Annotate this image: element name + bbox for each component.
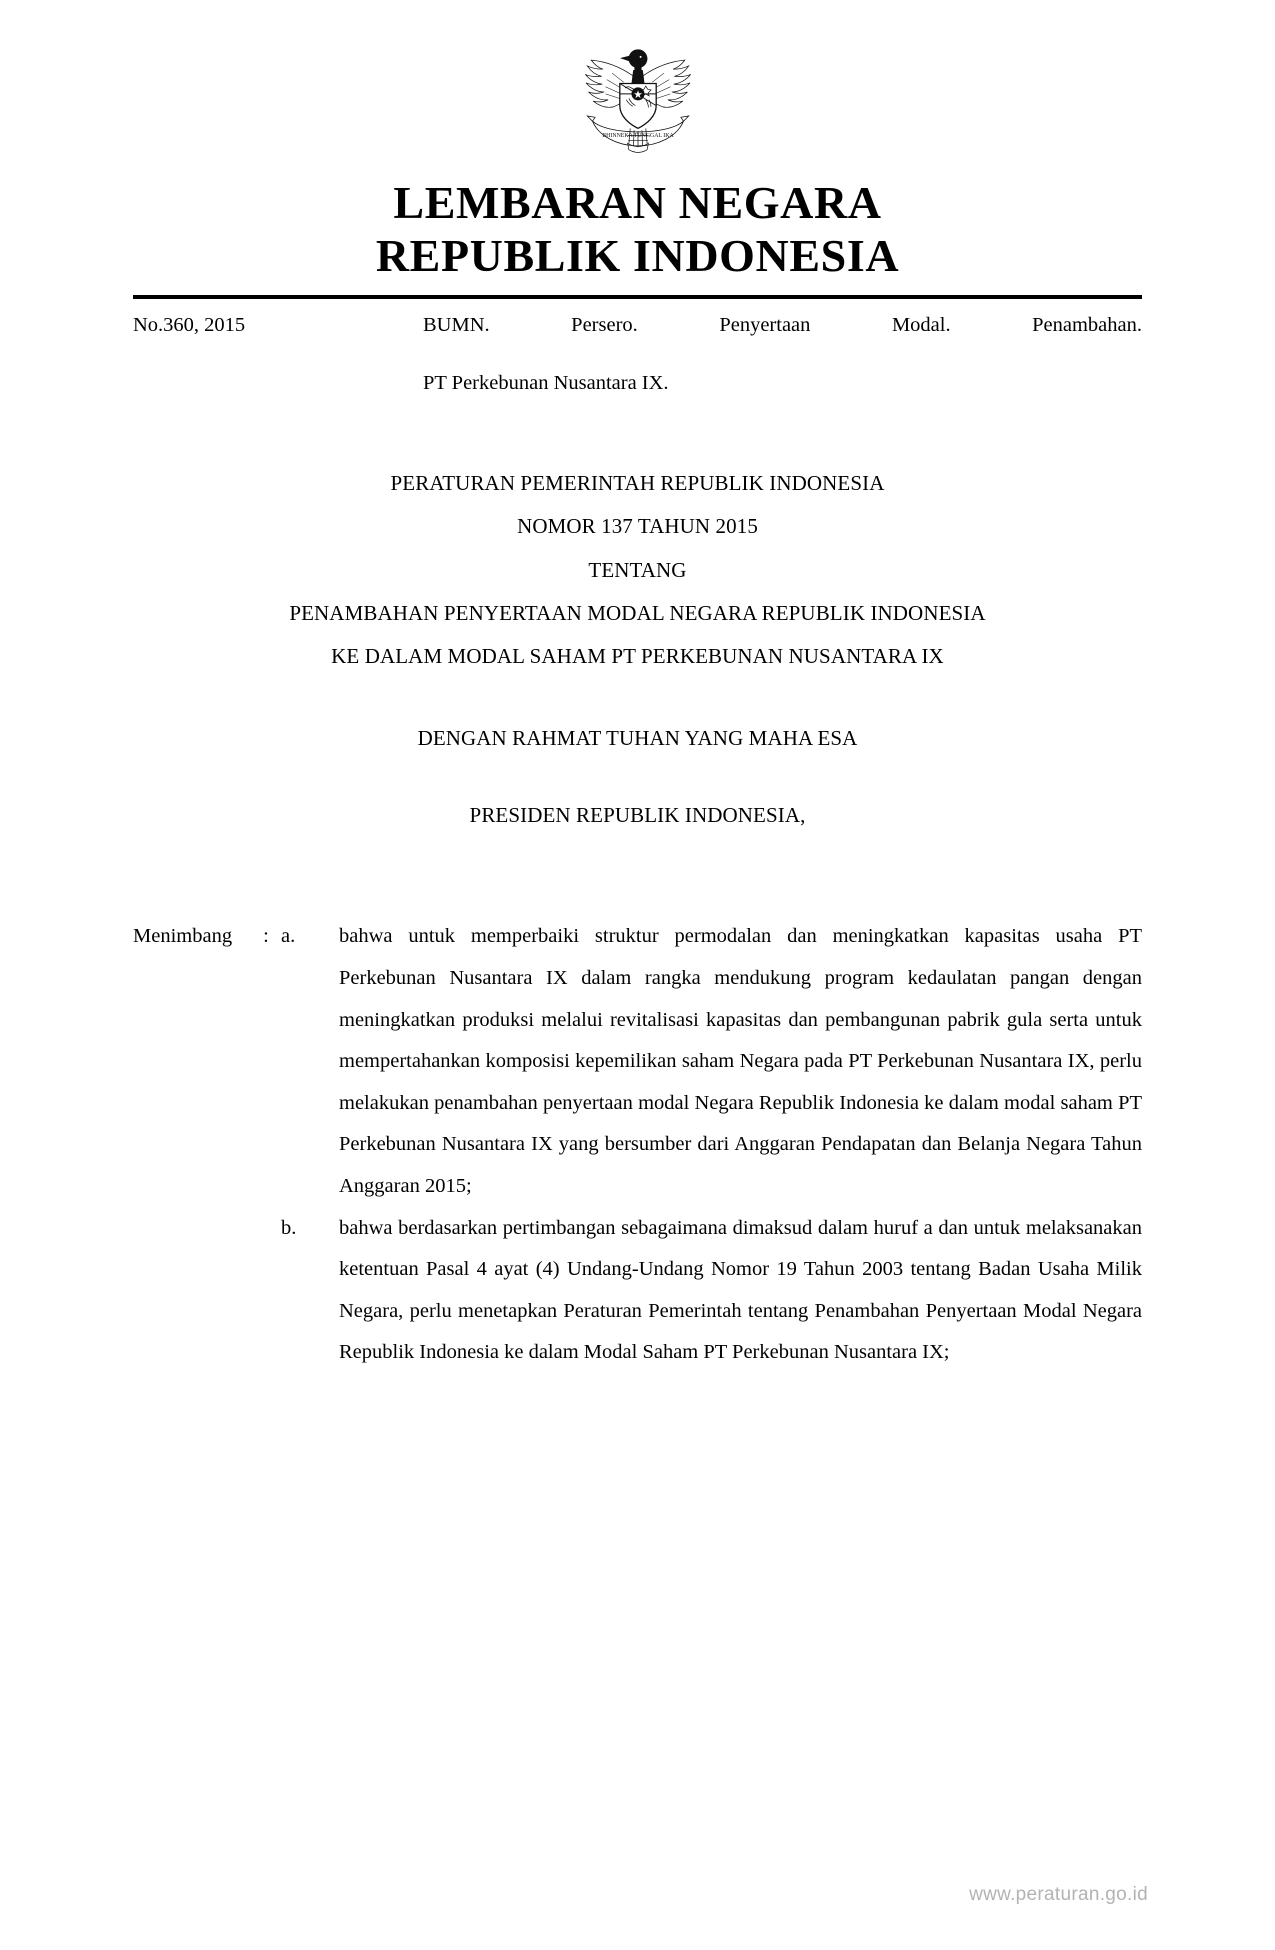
considering-marker-b: b. [281, 1216, 297, 1239]
regulation-number: NOMOR 137 TAHUN 2015 [517, 514, 758, 539]
regulation-title-line-1: PERATURAN PEMERINTAH REPUBLIK INDONESIA [390, 471, 885, 496]
president-heading: PRESIDEN REPUBLIK INDONESIA, [469, 803, 806, 828]
regulation-subject-line-1: PENAMBAHAN PENYERTAAN MODAL NEGARA REPUBLIK INDONESIA [289, 600, 986, 625]
invocation-text: DENGAN RAHMAT TUHAN YANG MAHA ESA [417, 726, 858, 751]
considering-label: Menimbang [133, 925, 233, 948]
gazette-number: No.360, 2015 [133, 313, 246, 336]
masthead-divider [133, 295, 1142, 299]
gazette-header-row [133, 311, 1142, 398]
gazette-subject [423, 311, 1142, 398]
considering-item-a [133, 916, 1142, 1207]
considering-item-b [133, 1208, 1142, 1374]
considering-text-a: bahwa untuk memperbaiki struktur permodalan dan meningkatkan kapasitas usaha PT Perkebunan Nusantara IX dalam rangka mendukung program kedaulatan pangan dengan meningkatkan produksi melalui revitalisasi kapasitas dan pembangunan pabrik gula serta untuk mempertahankan komposisi kepemilikan saham Negara pada PT Perkebunan Nusantara IX, perlu melakukan penambahan penyertaan modal Negara Republik Indonesia ke dalam modal saham PT Perkebunan Nusantara IX yang bersumber dari Anggaran Pendapatan dan Belanja Negara Tahun Anggaran 2015; [339, 925, 1142, 1197]
considering-marker-a: a. [281, 925, 296, 948]
masthead [0, 176, 1275, 283]
regulation-title-block [0, 462, 1275, 678]
regulation-about-label: TENTANG [588, 557, 687, 582]
considering-text-b: bahwa berdasarkan pertimbangan sebagaimana dimaksud dalam huruf a dan untuk melaksanakan ketentuan Pasal 4 ayat (4) Undang-Undang Nomor 19 Tahun 2003 tentang Badan Usaha Milik Negara, perlu menetapkan Peraturan Pemerintah tentang Penambahan Penyertaan Modal Negara Republik Indonesia ke dalam Modal Saham PT Perkebunan Nusantara IX; [339, 1216, 1142, 1364]
masthead-line-1: LEMBARAN NEGARA [393, 177, 882, 228]
footer-watermark: www.peraturan.go.id [969, 1884, 1148, 1905]
emblem-container [0, 0, 1275, 168]
masthead-line-2: REPUBLIK INDONESIA [375, 230, 900, 282]
garuda-pancasila-emblem [573, 38, 703, 168]
gazette-subject-line-1: BUMN. Persero. Penyertaan Modal. Penambahan. [423, 313, 1142, 336]
considering-section [133, 916, 1142, 1374]
emblem-motto-text: BHINNEKA TUNGGAL IKA [601, 132, 674, 139]
considering-colon: : [263, 925, 269, 948]
gazette-subject-line-2: PT Perkebunan Nusantara IX. [423, 371, 669, 394]
regulation-subject-line-2: KE DALAM MODAL SAHAM PT PERKEBUNAN NUSANTARA IX [331, 644, 944, 669]
